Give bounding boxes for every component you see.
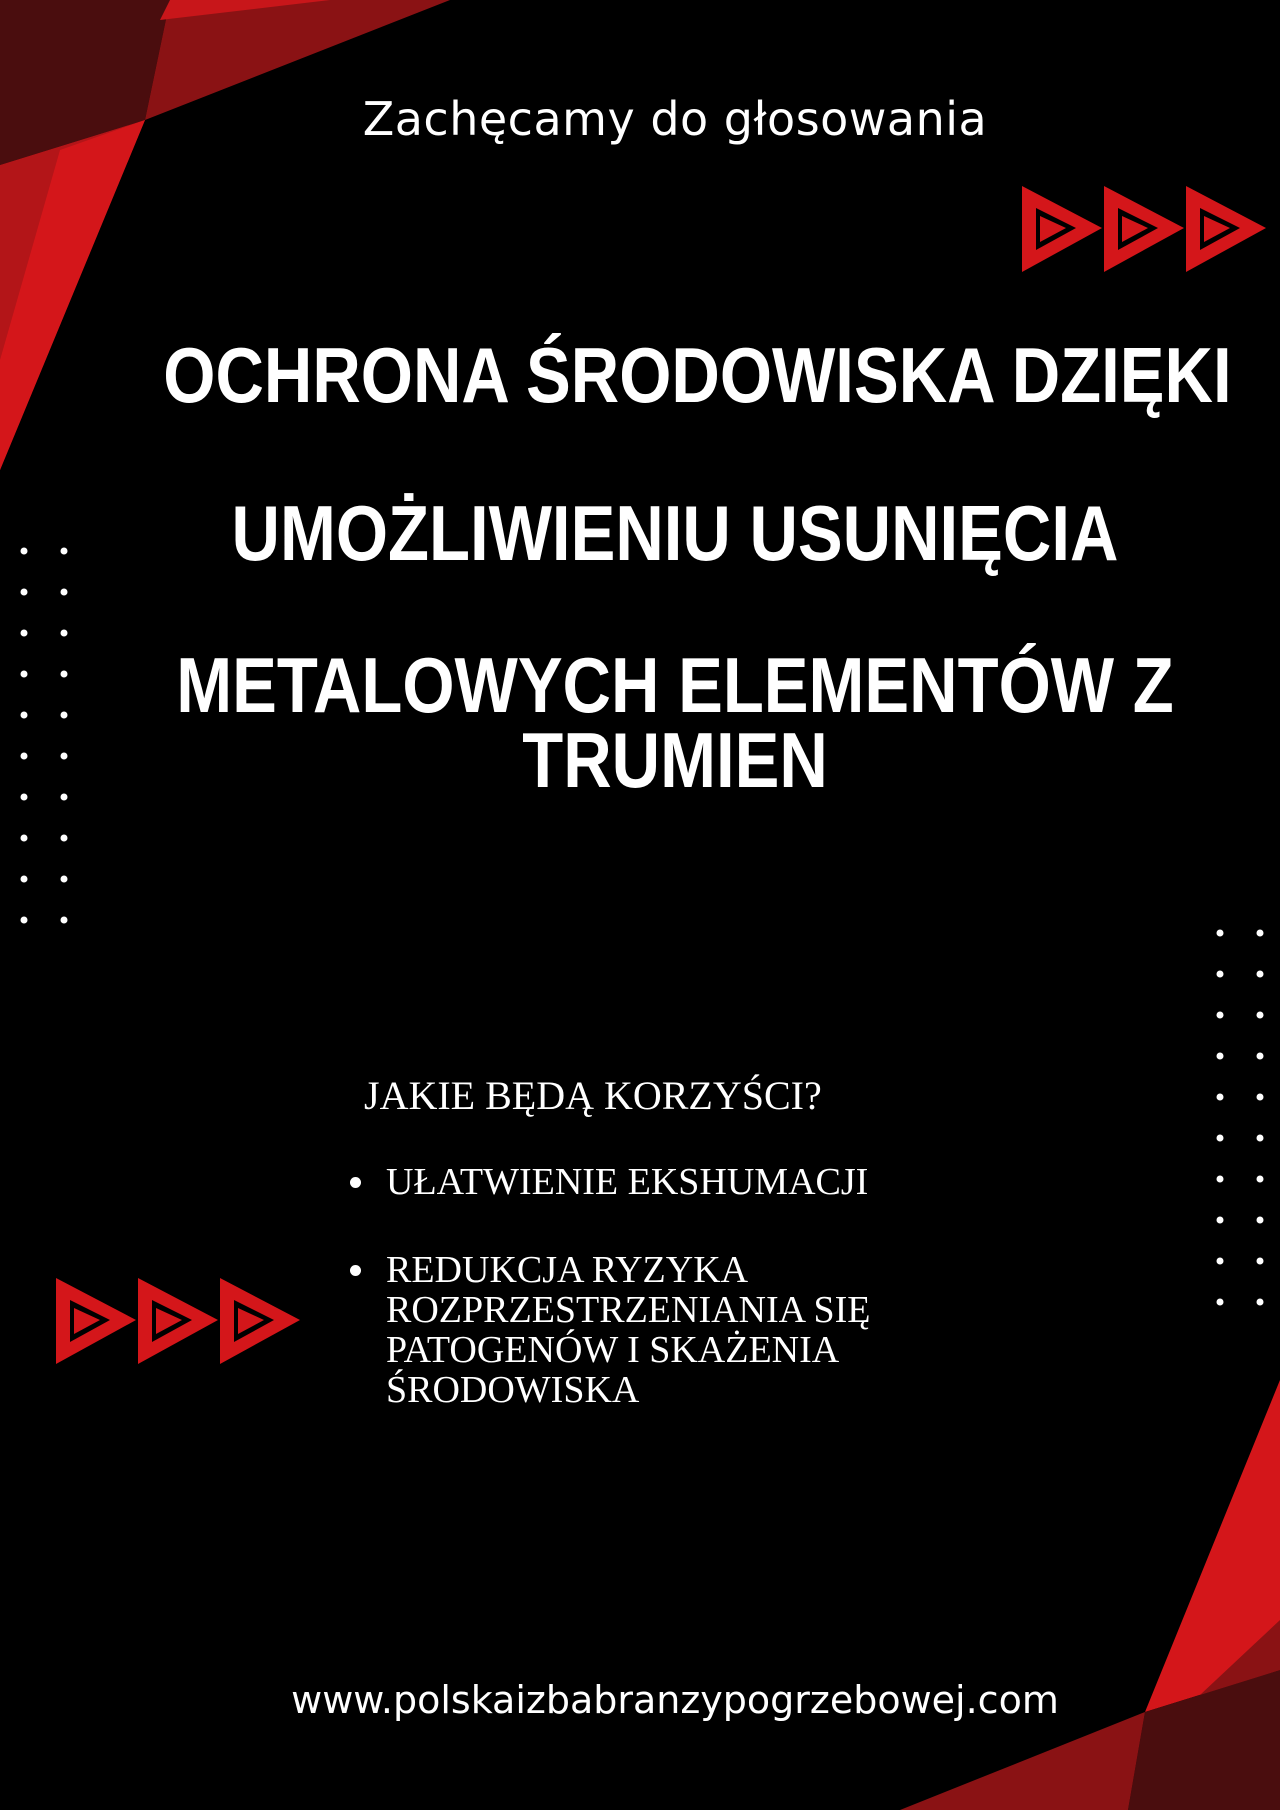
headline-line: TRUMIEN [522,716,828,804]
headline-line: UMOŻLIWIENIU USUNIĘCIA [231,489,1119,577]
bullet-icon [350,1177,361,1188]
benefit-text: REDUKCJA RYZYKA [386,1249,749,1291]
benefit-text: PATOGENÓW I SKAŻENIA [386,1329,840,1371]
headline-line: METALOWYCH ELEMENTÓW Z [176,641,1174,729]
benefits-heading: JAKIE BĘDĄ KORZYŚCI? [364,1073,822,1118]
bullet-icon [350,1265,361,1276]
benefit-text: UŁATWIENIE EKSHUMACJI [386,1161,869,1203]
benefit-text: ŚRODOWISKA [386,1369,640,1411]
triple-play-arrows-icon [1022,186,1266,272]
website-url: www.polskaizbabranzypogrzebowej.com [291,1678,1059,1722]
subtitle: Zachęcamy do głosowania [362,92,988,146]
headline-line: OCHRONA ŚRODOWISKA DZIĘKI [163,331,1232,419]
list-item [336,1162,976,1202]
dot-grid-pattern [1217,930,1264,1306]
benefits-list [336,1162,976,1458]
triple-play-arrows-icon [56,1278,300,1364]
list-item [336,1250,976,1410]
dot-grid-pattern [21,548,68,924]
benefit-text: ROZPRZESTRZENIANIA SIĘ [386,1289,871,1331]
